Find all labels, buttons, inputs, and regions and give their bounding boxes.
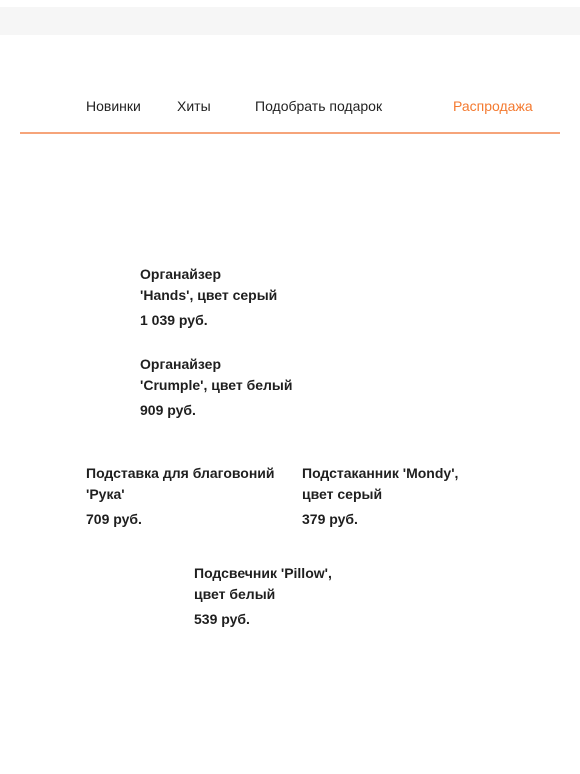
product-price: 1 039 руб. [140,312,208,328]
nav-divider [20,132,560,134]
product-price: 379 руб. [302,511,358,527]
product-name[interactable]: Органайзер 'Crumple', цвет белый [140,356,293,393]
product-card[interactable] [194,563,394,630]
main-nav [0,96,580,116]
product-name[interactable]: Подстаканник 'Mondy', цвет серый [302,465,459,502]
product-card[interactable] [302,463,502,530]
nav-item-sale[interactable]: Распродажа [453,98,533,114]
product-card[interactable] [86,463,286,530]
top-banner-strip [0,7,580,35]
product-card[interactable] [140,354,320,421]
product-price: 909 руб. [140,402,196,418]
product-card[interactable] [140,264,320,331]
nav-item-gift-finder[interactable]: Подобрать подарок [255,98,383,114]
nav-item-new[interactable]: Новинки [86,98,141,114]
product-name[interactable]: Подставка для благовоний 'Рука' [86,465,275,502]
product-name[interactable]: Подсвечник 'Pillow', цвет белый [194,565,332,602]
product-price: 539 руб. [194,611,250,627]
product-name[interactable]: Органайзер 'Hands', цвет серый [140,266,278,303]
product-price: 709 руб. [86,511,142,527]
nav-item-hits[interactable]: Хиты [177,98,211,114]
